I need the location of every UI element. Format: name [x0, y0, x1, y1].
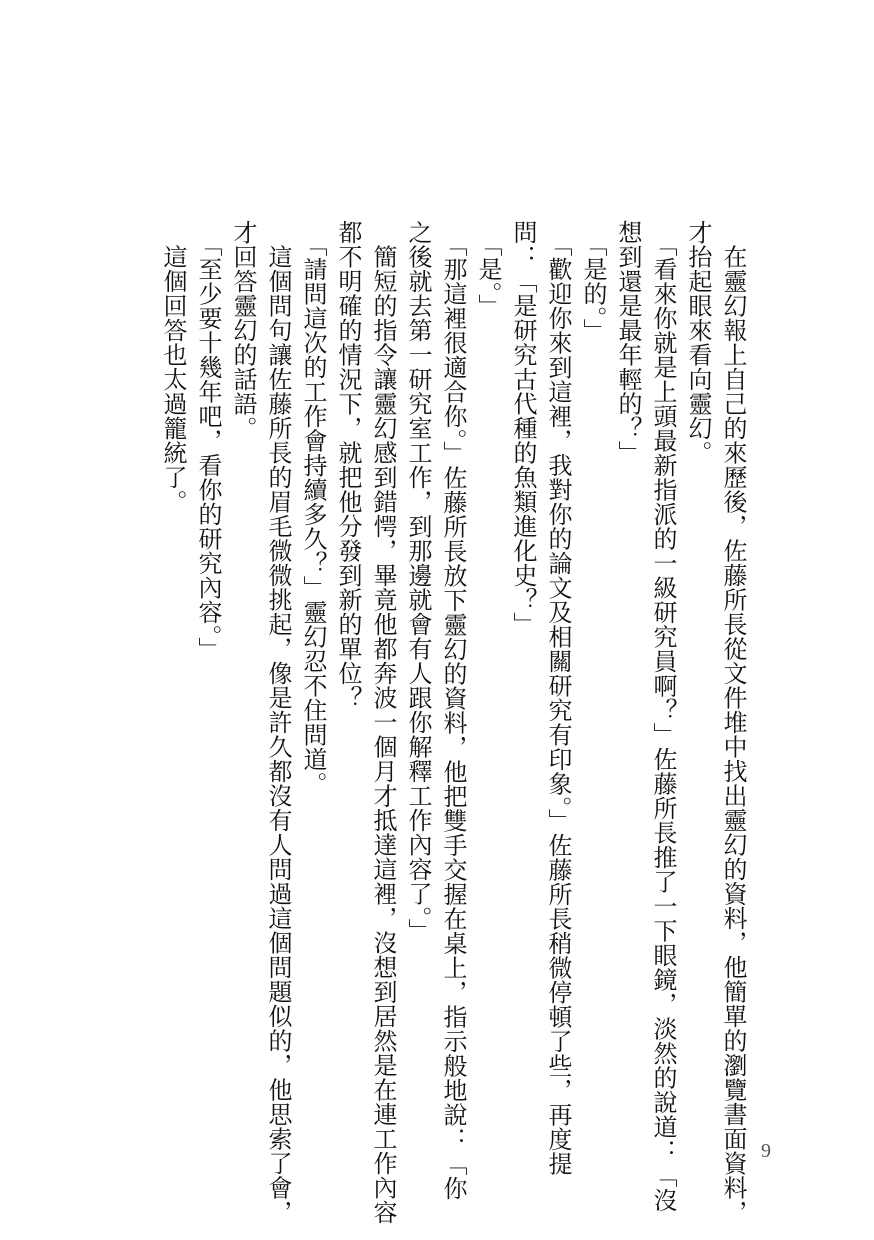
text-line: 這個問句讓佐藤所長的眉毛微微挑起，像是許久都沒有人問過這個問題似的，他思索了會， — [264, 220, 292, 1225]
text-line: 「至少要十幾年吧，看你的研究內容。」 — [194, 220, 222, 662]
text-line: 「請問這次的工作會持續多久？」靈幻忍不住問道。 — [299, 220, 327, 796]
text-line: 「那這裡很適合你。」佐藤所長放下靈幻的資料，他把雙手交握在桌上，指示般地說：「你 — [439, 220, 467, 1201]
text-line: 才回答靈幻的話語。 — [229, 220, 257, 441]
text-line: 問：「是研究古代種的魚類進化史？」 — [509, 220, 537, 637]
text-line: 「看來你就是上頭最新指派的一級研究員啊？」佐藤所長推了一下眼鏡，淡然的說道：「沒 — [649, 220, 677, 1213]
vertical-text-body — [130, 220, 750, 1225]
text-line: 想到還是最年輕的？」 — [614, 220, 642, 465]
text-line: 都不明確的情況下，就把他分發到新的單位？ — [334, 220, 362, 710]
page-number: 9 — [761, 1140, 772, 1162]
text-line: 簡短的指令讓靈幻感到錯愕，畢竟他都奔波一個月才抵達這裡，沒想到居然是在連工作內容 — [369, 220, 397, 1225]
text-line: 這個回答也太過籠統了。 — [159, 220, 187, 514]
text-line: 「是。」 — [474, 220, 502, 319]
text-line: 在靈幻報上自己的來歷後，佐藤所長從文件堆中找出靈幻的資料，他簡單的瀏覽書面資料， — [719, 220, 747, 1225]
text-line: 才抬起眼來看向靈幻。 — [684, 220, 712, 465]
text-line: 之後就去第一研究室工作，到那邊就會有人跟你解釋工作內容了。」 — [404, 220, 432, 943]
text-line: 「是的。」 — [579, 220, 607, 343]
text-line: 「歡迎你來到這裡，我對你的論文及相關研究有印象。」佐藤所長稍微停頓了些，再度提 — [544, 220, 572, 1176]
